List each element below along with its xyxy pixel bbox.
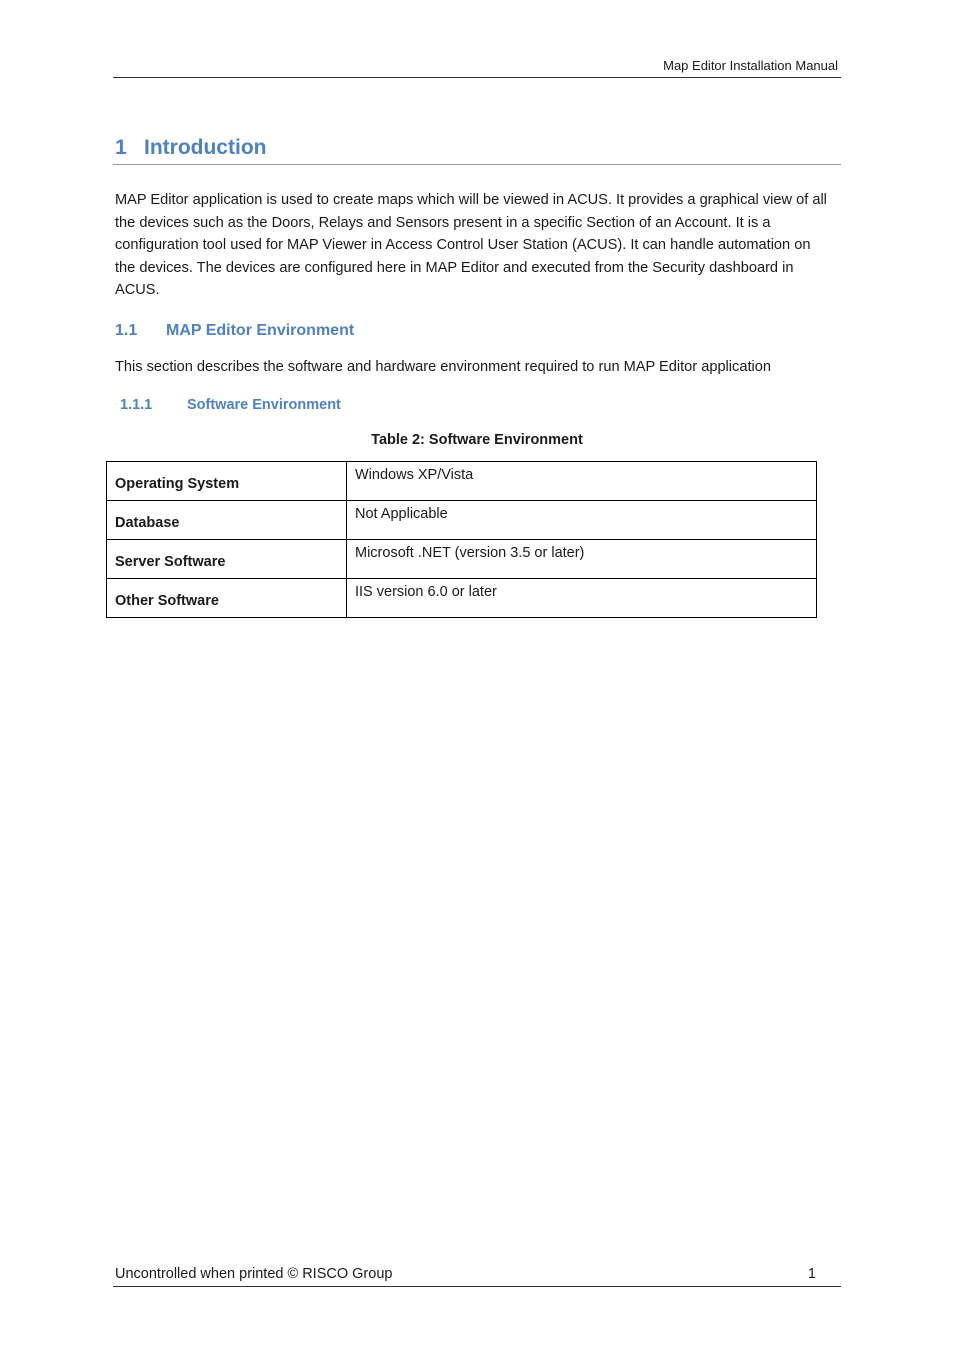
row-label: Operating System	[107, 462, 347, 501]
subsection-title: MAP Editor Environment	[166, 322, 355, 339]
row-value: Microsoft .NET (version 3.5 or later)	[347, 540, 817, 579]
subsubsection-title: Software Environment	[187, 397, 341, 413]
row-label: Database	[107, 501, 347, 540]
table-row	[107, 579, 817, 618]
footer-text: Uncontrolled when printed © RISCO Group	[115, 1266, 393, 1282]
subsubsection-heading-software-environment	[120, 397, 341, 413]
table-row	[107, 540, 817, 579]
header-title: Map Editor Installation Manual	[663, 58, 838, 73]
page-footer	[113, 1265, 841, 1287]
subsection-heading-map-editor-environment	[115, 322, 355, 340]
subsubsection-number: 1.1.1	[120, 397, 153, 413]
software-environment-table	[106, 461, 817, 618]
environment-paragraph: This section describes the software and hardware environment required to run MAP Editor application	[115, 359, 771, 375]
table-caption: Table 2: Software Environment	[371, 432, 583, 448]
section-number: 1	[115, 136, 127, 159]
page-header	[113, 56, 841, 78]
row-label: Server Software	[107, 540, 347, 579]
row-label: Other Software	[107, 579, 347, 618]
subsection-number: 1.1	[115, 322, 138, 339]
table-row	[107, 501, 817, 540]
row-value: Windows XP/Vista	[347, 462, 817, 501]
table-row	[107, 462, 817, 501]
intro-paragraph: MAP Editor application is used to create maps which will be viewed in ACUS. It provides a graphical view of all the devices such as the Doors, Relays and Sensors present in a specific Section of an Account. It is a configuration tool used for MAP Viewer in Access Control User Station (ACUS). It can handle automation on the devices. The devices are configured here in MAP Editor and executed from the Security dashboard in ACUS.	[115, 192, 827, 298]
row-value: IIS version 6.0 or later	[347, 579, 817, 618]
section-title: Introduction	[144, 136, 267, 159]
row-value: Not Applicable	[347, 501, 817, 540]
section-heading-introduction	[113, 134, 841, 165]
page-number: 1	[807, 1266, 816, 1282]
